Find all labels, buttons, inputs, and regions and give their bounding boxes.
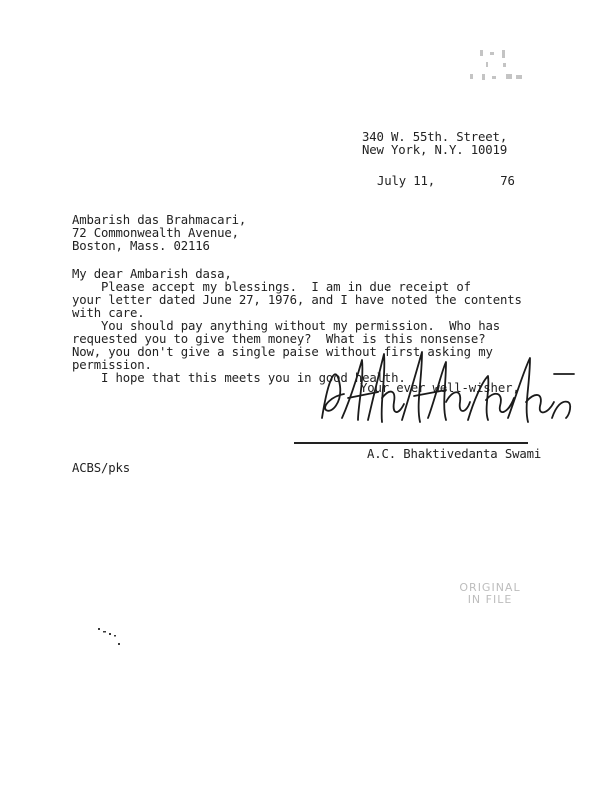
recipient-name: Ambarish das Brahmacari, (72, 213, 247, 227)
body-line: Now, you don't give a single paise without first asking my (72, 345, 493, 359)
body-line: Please accept my blessings. I am in due receipt of (72, 280, 471, 294)
salutation: My dear Ambarish dasa, (72, 267, 232, 281)
body-line: with care. (72, 306, 145, 320)
body-line: permission. (72, 358, 152, 372)
signatory-name: A.C. Bhaktivedanta Swami (367, 447, 542, 461)
handwritten-signature (318, 340, 578, 435)
received-stamp-mark (470, 48, 550, 88)
letter-date: July 11, 76 (377, 174, 515, 188)
file-stamp-line-2: IN FILE (467, 593, 513, 606)
body-line: requested you to give them money? What is this nonsense? (72, 332, 486, 346)
closing: Your ever well-wisher, (360, 381, 520, 395)
sender-address-line-1: 340 W. 55th. Street, (362, 130, 508, 144)
recipient-street: 72 Commonwealth Avenue, (72, 226, 239, 240)
body-line: your letter dated June 27, 1976, and I have noted the contents (72, 293, 522, 307)
stray-ink-mark (96, 626, 126, 651)
recipient-city: Boston, Mass. 02116 (72, 239, 210, 253)
sender-address-line-2: New York, N.Y. 10019 (362, 143, 508, 157)
body-line: I hope that this meets you in good health. (72, 371, 406, 385)
file-stamp-line-1: ORIGINAL (459, 581, 521, 594)
signature-underline (294, 442, 528, 444)
body-line: You should pay anything without my permission. Who has (72, 319, 500, 333)
reference-initials: ACBS/pks (72, 461, 131, 475)
original-in-file-stamp (445, 582, 535, 610)
